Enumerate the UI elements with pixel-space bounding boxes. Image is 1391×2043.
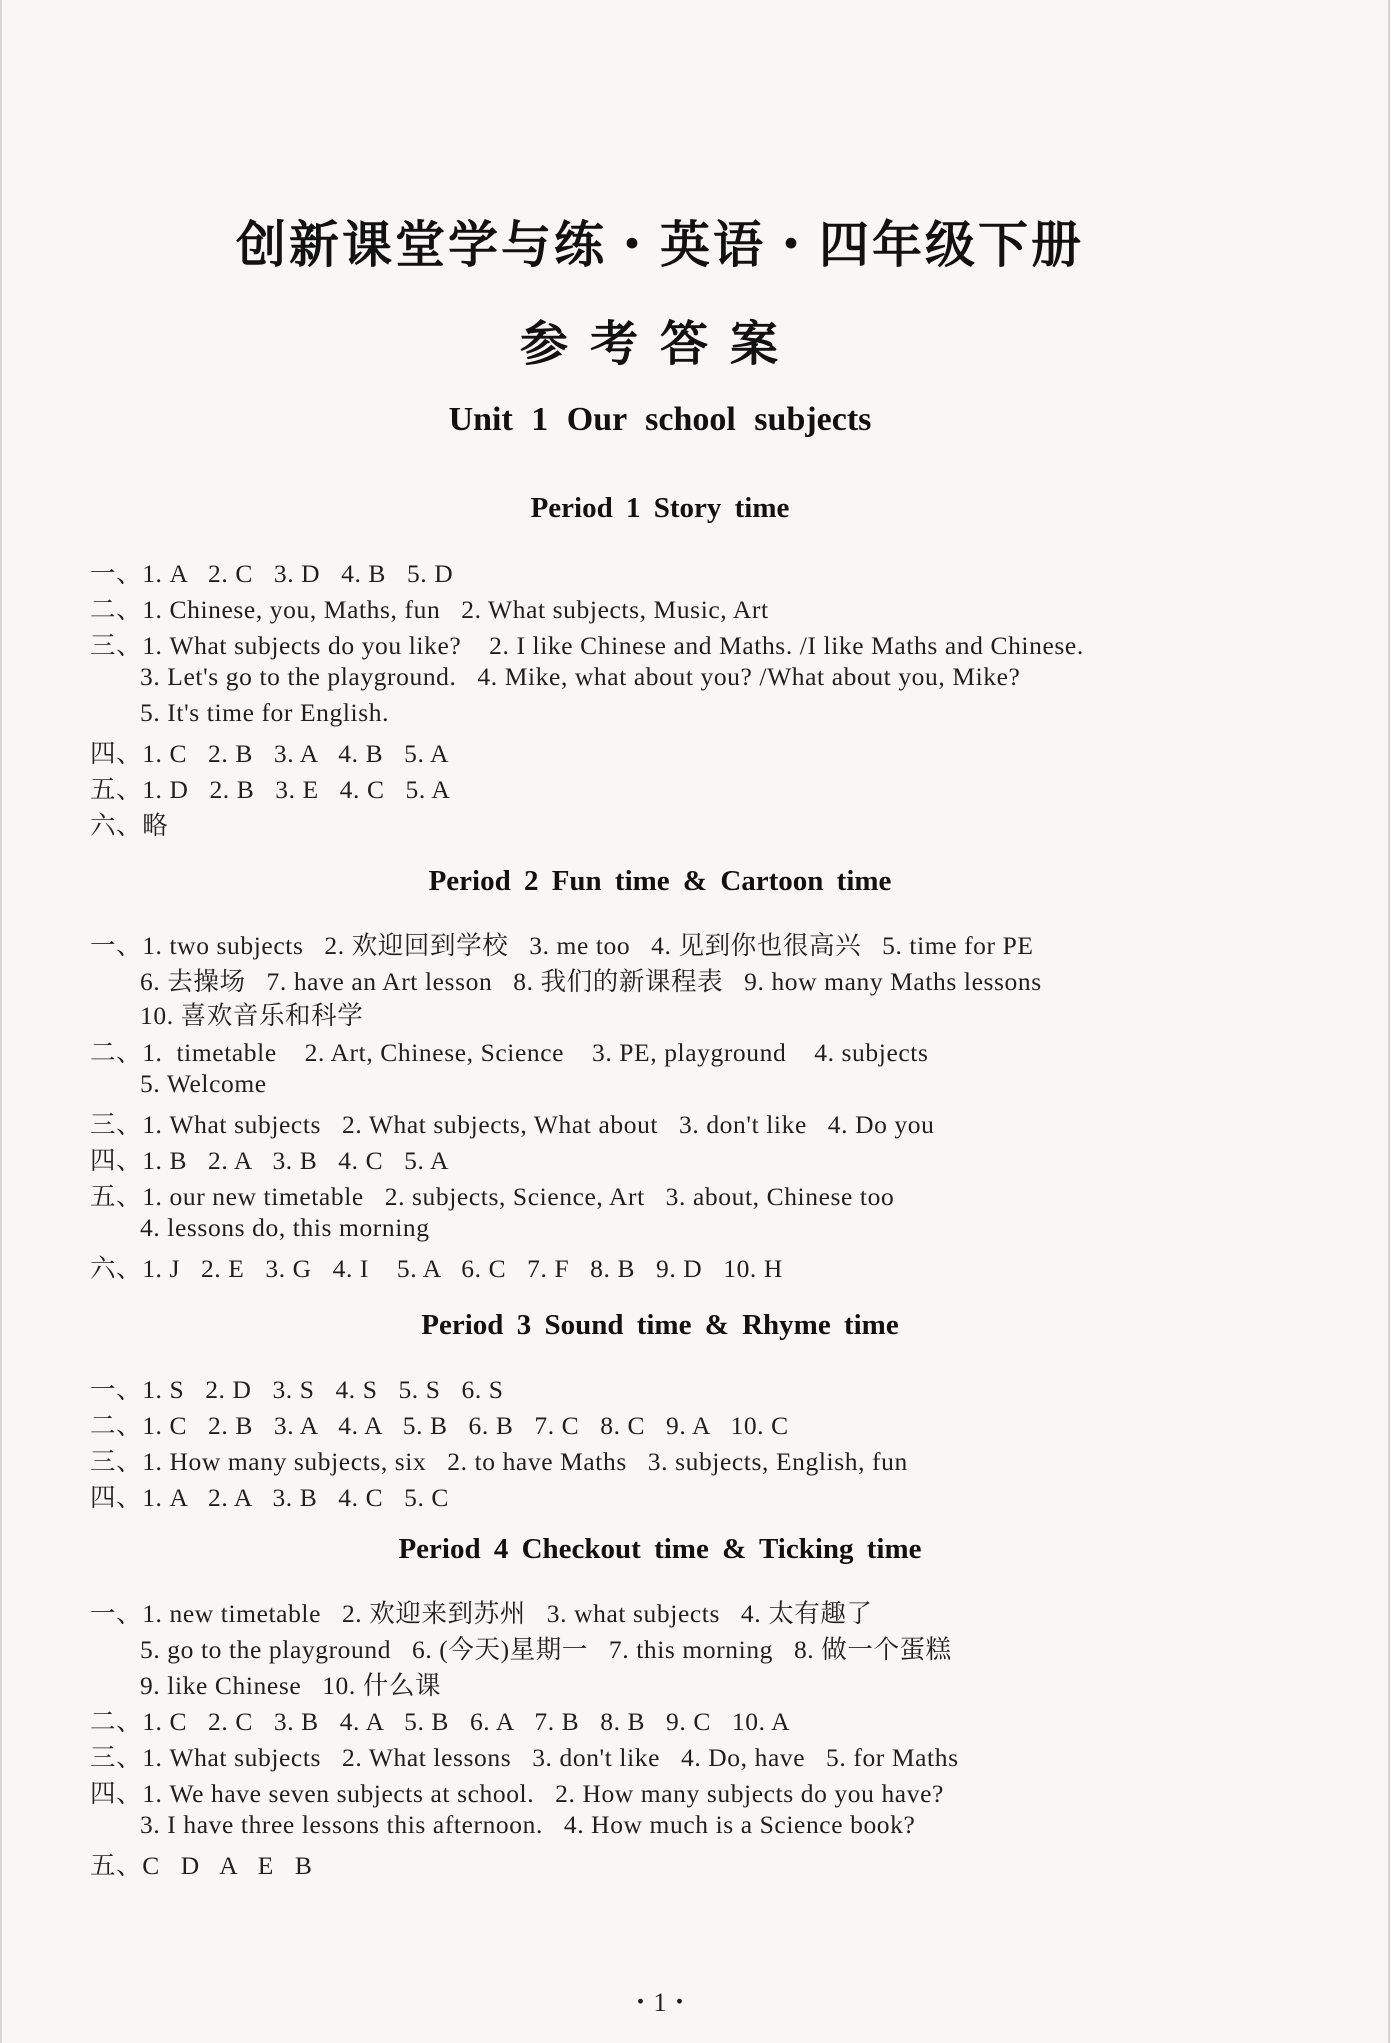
answer-line: 五、1. our new timetable 2. subjects, Science, Art 3. about, Chinese too — [90, 1182, 895, 1211]
answer-line: 5. It's time for English. — [140, 698, 390, 727]
answer-line: 3. Let's go to the playground. 4. Mike, what about you? /What about you, Mike? — [140, 662, 1021, 691]
period-3-heading: Period 3 Sound time & Rhyme time — [421, 1309, 899, 1341]
answer-line: 3. I have three lessons this afternoon. 4. How much is a Science book? — [140, 1810, 916, 1839]
answer-line: 四、1. C 2. B 3. A 4. B 5. A — [90, 739, 450, 768]
unit-title: Unit 1 Our school subjects — [448, 401, 872, 438]
answer-line: 二、1. Chinese, you, Maths, fun 2. What subjects, Music, Art — [90, 595, 769, 624]
page-number: ・1・ — [627, 1988, 693, 2017]
answer-line: 6. 去操场 7. have an Art lesson 8. 我们的新课程表 9. how many Maths lessons — [140, 967, 1042, 996]
document-title: 创新课堂学与练・英语・四年级下册 — [236, 216, 1084, 274]
answer-line: 二、1. timetable 2. Art, Chinese, Science 3. PE, playground 4. subjects — [90, 1038, 929, 1067]
answer-line: 四、1. A 2. A 3. B 4. C 5. C — [90, 1483, 450, 1512]
page-edge-right — [1388, 0, 1390, 2043]
answer-line: 六、略 — [90, 811, 169, 840]
answer-line: 五、C D A E B — [90, 1851, 313, 1880]
answer-line: 三、1. What subjects do you like? 2. I like Chinese and Maths. /I like Maths and Chinese. — [90, 631, 1084, 660]
period-2-heading: Period 2 Fun time & Cartoon time — [428, 865, 892, 897]
answer-line: 一、1. A 2. C 3. D 4. B 5. D — [90, 559, 454, 588]
answer-line: 三、1. How many subjects, six 2. to have Maths 3. subjects, English, fun — [90, 1447, 908, 1476]
period-4-heading: Period 4 Checkout time & Ticking time — [398, 1533, 922, 1565]
answer-line: 9. like Chinese 10. 什么课 — [140, 1671, 442, 1700]
period-1-heading: Period 1 Story time — [530, 492, 790, 524]
answer-line: 一、1. two subjects 2. 欢迎回到学校 3. me too 4. 见到你也很高兴 5. time for PE — [90, 931, 1034, 960]
answer-line: 二、1. C 2. C 3. B 4. A 5. B 6. A 7. B 8. B 9. C 10. A — [90, 1707, 791, 1736]
answer-line: 4. lessons do, this morning — [140, 1213, 430, 1242]
answer-line: 5. go to the playground 6. (今天)星期一 7. this morning 8. 做一个蛋糕 — [140, 1635, 952, 1664]
answer-line: 六、1. J 2. E 3. G 4. I 5. A 6. C 7. F 8. B 9. D 10. H — [90, 1254, 783, 1283]
answer-key-title: 参考答案 — [519, 316, 800, 372]
answer-line: 四、1. B 2. A 3. B 4. C 5. A — [90, 1146, 450, 1175]
answer-line: 5. Welcome — [140, 1069, 267, 1098]
answer-line: 三、1. What subjects 2. What subjects, What about 3. don't like 4. Do you — [90, 1110, 935, 1139]
answer-line: 一、1. new timetable 2. 欢迎来到苏州 3. what subjects 4. 太有趣了 — [90, 1599, 873, 1628]
answer-line: 一、1. S 2. D 3. S 4. S 5. S 6. S — [90, 1375, 504, 1404]
answer-line: 三、1. What subjects 2. What lessons 3. don't like 4. Do, have 5. for Maths — [90, 1743, 959, 1772]
answer-line: 二、1. C 2. B 3. A 4. A 5. B 6. B 7. C 8. C 9. A 10. C — [90, 1411, 789, 1440]
answer-line: 四、1. We have seven subjects at school. 2. How many subjects do you have? — [90, 1779, 944, 1808]
answer-line: 五、1. D 2. B 3. E 4. C 5. A — [90, 775, 451, 804]
answer-line: 10. 喜欢音乐和科学 — [140, 1001, 364, 1030]
